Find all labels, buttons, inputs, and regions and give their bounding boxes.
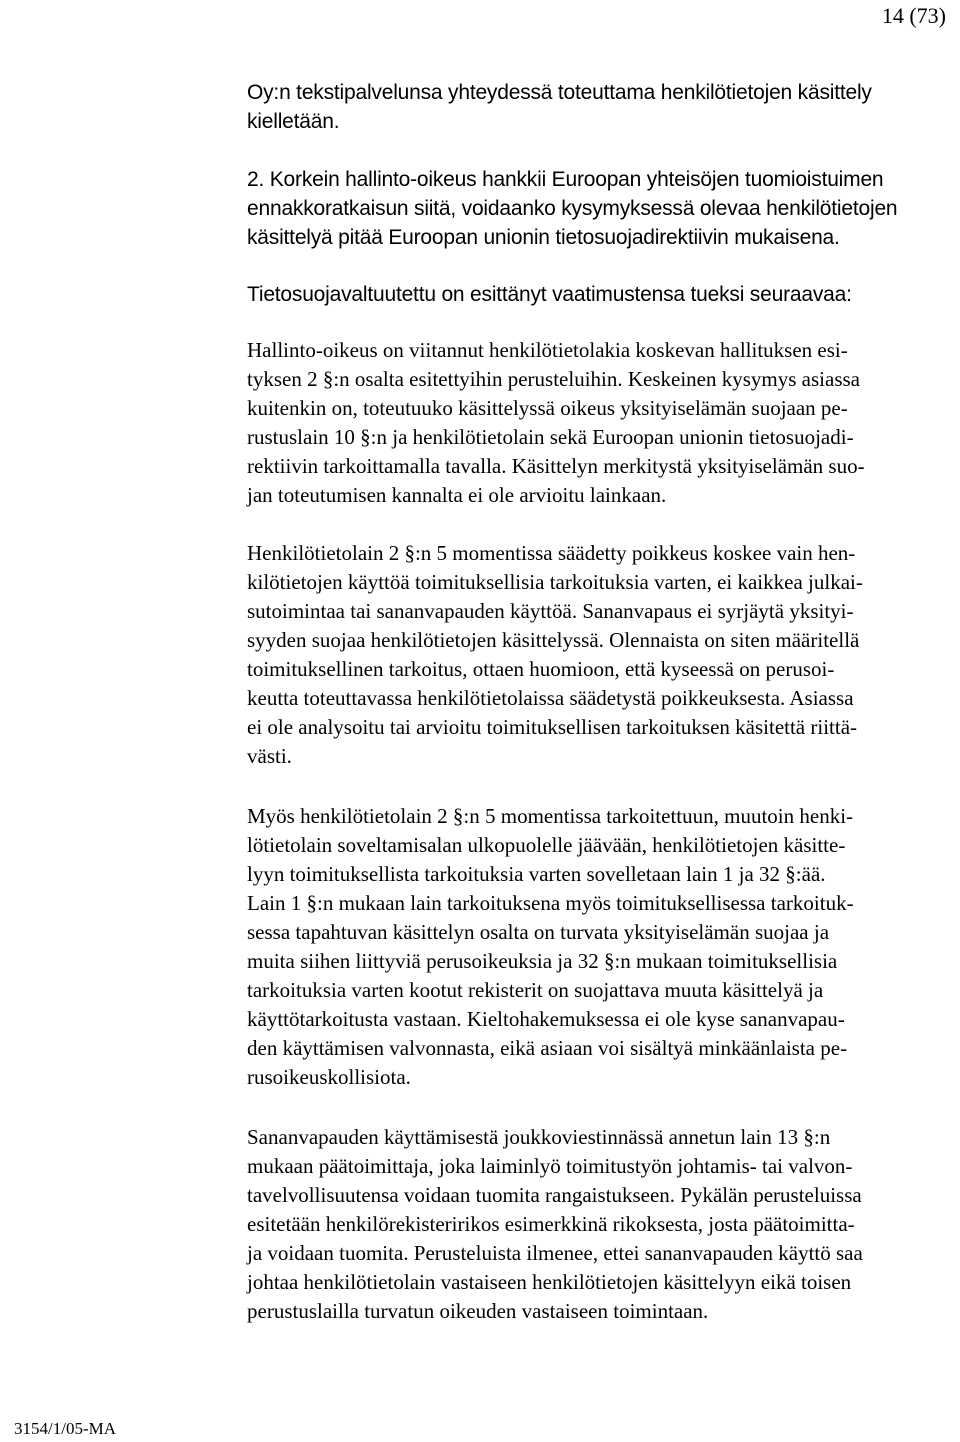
document-reference: 3154/1/05-MA [14, 1419, 116, 1438]
paragraph-ombudsman-intro: Tietosuojavaltuutettu on esittänyt vaatimustensa tueksi seuraavaa: [247, 283, 852, 306]
paragraph-prohibition: Oy:n tekstipalvelunsa yhteydessä toteuttama henkilötietojen käsittely kielletään. [247, 81, 872, 133]
document-body [247, 78, 951, 1326]
paragraph-preliminary-ruling: 2. Korkein hallinto-oikeus hankkii Euroopan yhteisöjen tuomioistuimen ennakkoratkaisun siitä, voidaanko kysymyksessä olevaa henkilötietojen käsittelyä pitää Euroopan unionin tietosuojadirektiivin mukaisena. [247, 168, 898, 249]
paragraph-editor-liability: Sananvapauden käyttämisestä joukkoviestinnässä annetun lain 13 §:n mukaan päätoimittaja, joka laiminlyö toimitustyön johtamis- tai valvon- tavelvollisuutensa voidaan tuomita rangaistukseen. Pykälän perusteluissa esitetään henkilörekisteririkos esimerkkinä rikoksesta, josta päätoimitta- ja voidaan tuomita. Perusteluista ilmenee, ettei sananvapauden käyttö saa johtaa henkilötietolain vastaiseen henkilötietojen käsittelyyn eikä toisen perustuslailla turvatun oikeuden vastaiseen toimintaan. [247, 1125, 863, 1323]
paragraph-journalistic-purpose: Myös henkilötietolain 2 §:n 5 momentissa tarkoitettuun, muutoin henki- lötietolain soveltamisalan ulkopuolelle jäävään, henkilötietojen käsitte- lyyn toimituksellista tarkoituksia varten sovelletaan lain 1 ja 32 §:ää. Lain 1 §:n mukaan lain tarkoituksena myös toimituksellisessa tarkoituk- sessa tapahtuvan käsittelyn osalta on turvata yksityiselämän suojaa ja muita siihen liittyviä perusoikeuksia ja 32 §:n mukaan toimituksellisia tarkoituksia varten kootut rekisterit on suojattava muuta käsittelyä ja käyttötarkoitusta vastaan. Kieltohakemuksessa ei ole kyse sananvapau- den käyttämisen valvonnasta, eikä asiaan voi sisältyä minkäänlaista pe- rusoikeuskollisiota. [247, 804, 854, 1089]
paragraph-administrative-court: Hallinto-oikeus on viitannut henkilötietolakia koskevan hallituksen esi- tyksen 2 §:n osalta esitettyihin perusteluihin. Keskeinen kysymys asiassa kuitenkin on, toteutuuko käsittelyssä oikeus yksityiselämän suojaan pe- rustuslain 10 §:n ja henkilötietolain sekä Euroopan unionin tietosuojadi- rektiivin tarkoittamalla tavalla. Käsittelyn merkitystä yksityiselämän suo- jan toteutumisen kannalta ei ole arvioitu lainkaan. [247, 338, 865, 507]
page-number: 14 (73) [881, 3, 946, 28]
paragraph-exception-scope: Henkilötietolain 2 §:n 5 momentissa säädetty poikkeus koskee vain hen- kilötietojen käyttöä toimituksellisia tarkoituksia varten, ei kaikkea julkai- sutoimintaa tai sananvapauden käyttöä. Sananvapaus ei syrjäytä yksityi- syyden suojaa henkilötietojen käsittelyssä. Olennaista on siten määritellä toimituksellinen tarkoitus, ottaen huomioon, että kyseessä on perusoi- keutta toteuttavassa henkilötietolaissa säädetystä poikkeuksesta. Asiassa ei ole analysoitu tai arvioitu toimituksellisen tarkoituksen käsitettä riittä- västi. [247, 541, 863, 768]
